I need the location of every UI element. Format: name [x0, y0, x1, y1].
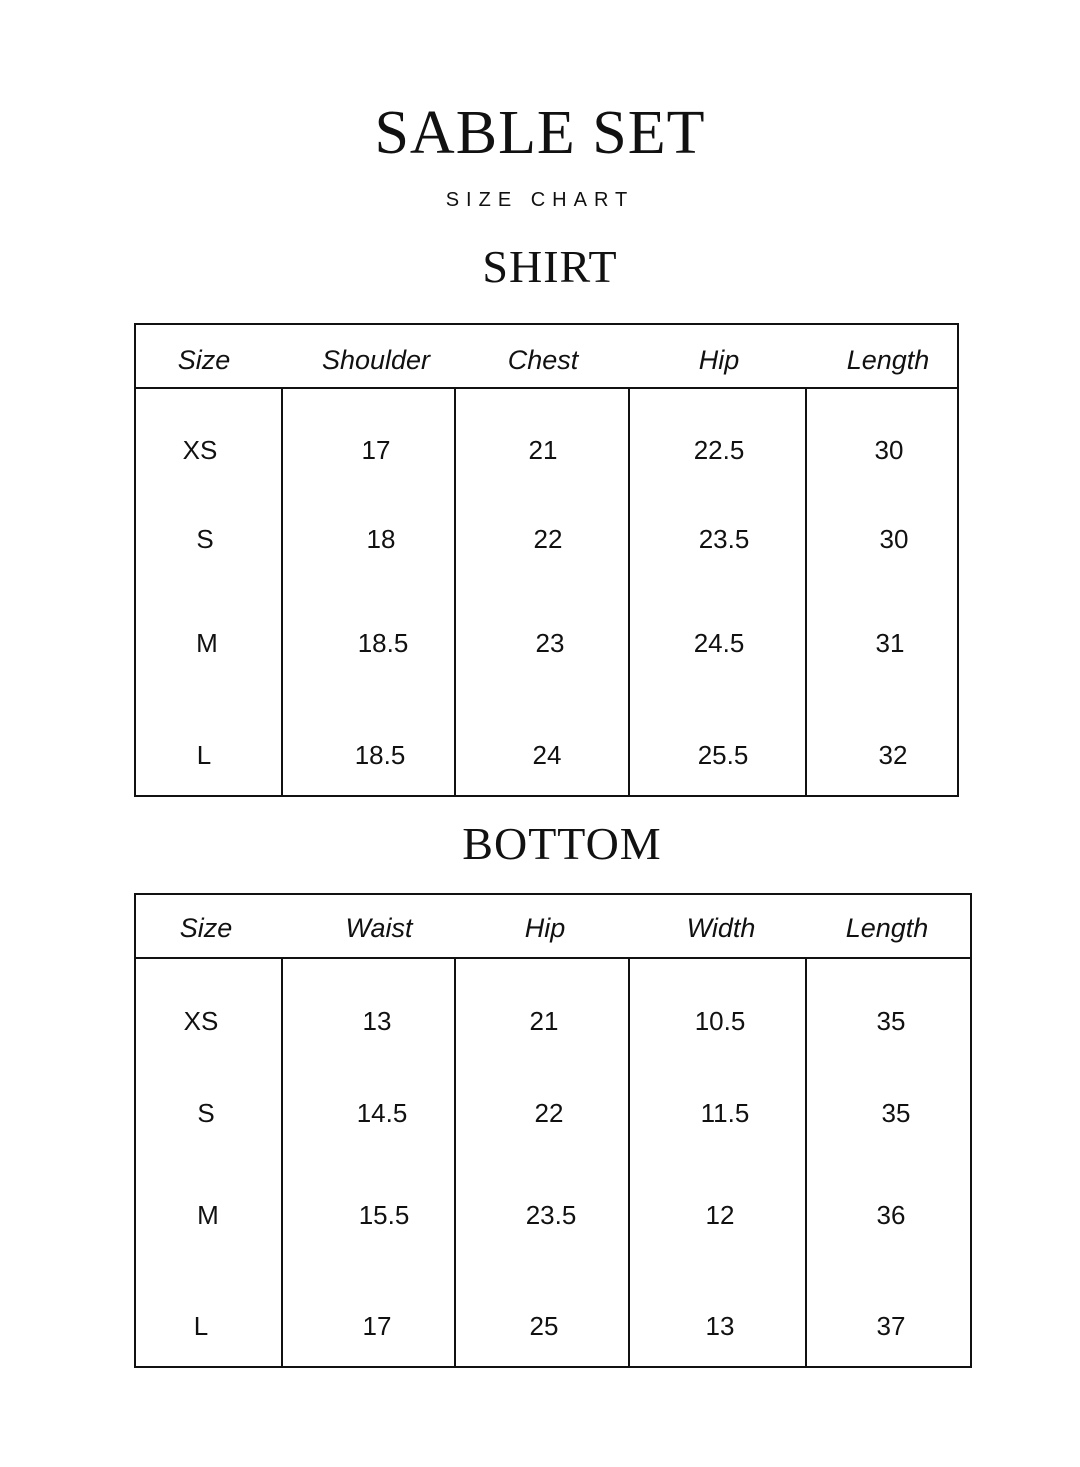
table-cell: L	[193, 1311, 209, 1341]
column-divider	[454, 389, 456, 795]
table-cell: 23	[535, 628, 565, 658]
column-header-shoulder: Shoulder	[321, 345, 431, 375]
table-cell: 17	[362, 1311, 392, 1341]
table-cell: 35	[881, 1098, 911, 1128]
table-cell: 35	[876, 1006, 906, 1036]
table-cell: 22.5	[693, 435, 745, 465]
table-cell: 24.5	[693, 628, 745, 658]
table-cell: 22	[534, 1098, 564, 1128]
column-header-hip: Hip	[524, 913, 566, 943]
table-cell: 32	[878, 740, 908, 770]
column-divider	[281, 389, 283, 795]
table-cell: 30	[879, 524, 909, 554]
column-divider	[454, 959, 456, 1366]
column-header-size: Size	[177, 345, 231, 375]
table-cell: XS	[182, 435, 218, 465]
column-header-waist: Waist	[345, 913, 413, 943]
page-title: SABLE SET	[374, 99, 706, 167]
table-cell: M	[196, 628, 218, 658]
column-header-hip: Hip	[698, 345, 740, 375]
header-divider	[136, 387, 957, 389]
table-cell: 18.5	[354, 740, 406, 770]
page-subtitle: SIZE CHART	[445, 189, 635, 211]
table-cell: 17	[361, 435, 391, 465]
table-cell: 13	[705, 1311, 735, 1341]
column-divider	[805, 959, 807, 1366]
column-header-chest: Chest	[507, 345, 579, 375]
column-divider	[628, 389, 630, 795]
table-cell: 21	[528, 435, 558, 465]
table-cell: 30	[874, 435, 904, 465]
shirt-size-table	[134, 323, 959, 797]
table-cell: 25	[529, 1311, 559, 1341]
table-cell: 18.5	[357, 628, 409, 658]
table-cell: 24	[532, 740, 562, 770]
table-cell: 23.5	[698, 524, 750, 554]
column-divider	[628, 959, 630, 1366]
table-cell: 14.5	[356, 1098, 408, 1128]
table-cell: 25.5	[697, 740, 749, 770]
table-cell: 13	[362, 1006, 392, 1036]
bottom-size-table	[134, 893, 972, 1368]
header-divider	[136, 957, 970, 959]
bottom-heading: BOTTOM	[462, 818, 662, 869]
table-cell: 11.5	[700, 1098, 750, 1128]
column-header-length: Length	[846, 345, 930, 375]
column-header-length: Length	[845, 913, 929, 943]
shirt-heading: SHIRT	[482, 241, 618, 292]
table-cell: 10.5	[694, 1006, 746, 1036]
table-cell: S	[196, 524, 214, 554]
table-cell: 18	[366, 524, 396, 554]
column-header-size: Size	[179, 913, 233, 943]
table-cell: L	[196, 740, 212, 770]
table-cell: 12	[705, 1200, 735, 1230]
table-cell: 31	[875, 628, 905, 658]
table-cell: 37	[876, 1311, 906, 1341]
table-cell: XS	[183, 1006, 219, 1036]
table-cell: 22	[533, 524, 563, 554]
table-cell: M	[197, 1200, 219, 1230]
table-cell: S	[197, 1098, 215, 1128]
table-cell: 36	[876, 1200, 906, 1230]
column-divider	[805, 389, 807, 795]
column-header-width: Width	[686, 913, 756, 943]
column-divider	[281, 959, 283, 1366]
table-cell: 15.5	[358, 1200, 410, 1230]
table-cell: 23.5	[525, 1200, 577, 1230]
table-cell: 21	[529, 1006, 559, 1036]
